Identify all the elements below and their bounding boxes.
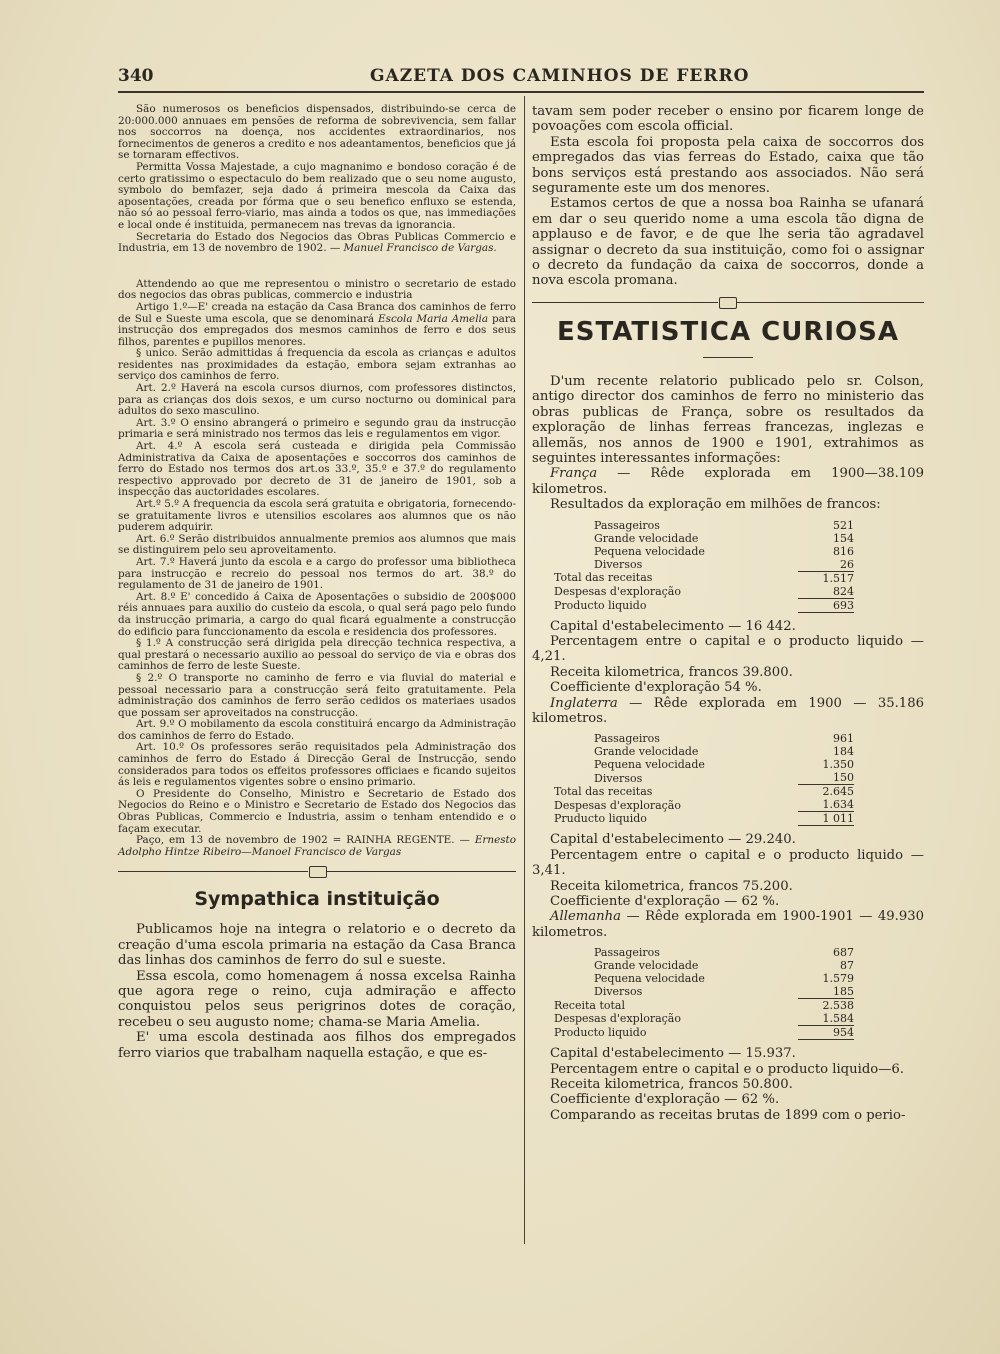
decree-article: Art. 9.º O mobilamento da escola constituirá encargo da Administração dos caminhos de ferro do Estado. (118, 718, 516, 742)
stat-line: Receita kilometrica, francos 50.800. (550, 1077, 793, 1093)
row-value: 1.579 (822, 972, 854, 986)
page-header (118, 66, 924, 90)
decree-article: § 2.º O transporte no caminho de ferro e via fluvial do material e pessoal necessario para a construcção será feito gratuitamente. Pela administração dos caminhos de ferro serão cedidos os materiaes usados que possam ser aproveitados na construcção. (118, 671, 516, 719)
table-row (554, 959, 854, 972)
header-rule (118, 91, 924, 93)
report-signature-paragraph (118, 232, 516, 255)
row-label: Diversos (594, 985, 643, 999)
table-intro: Resultados da exploração em milhões de francos: (550, 497, 881, 513)
article-paragraph: D'um recente relatorio publicado pelo sr. Colson, antigo director dos caminhos de ferro no ministerio das obras publicas de França, sobre os resultados da exploração de linhas ferreas francezas, inglezas e allemãs, nos annos de 1900 e 1901, extrahimos as seguintes interessantes informações: (532, 373, 924, 466)
left-column (118, 104, 516, 1061)
row-value: 185 (833, 985, 854, 999)
stat-line: Receita kilometrica, francos 39.800. (550, 664, 793, 680)
stat-line: Percentagem entre o capital e o producto liquido —4,21. (532, 633, 924, 665)
section-divider-ornament (532, 295, 924, 311)
title-underline (703, 357, 753, 358)
decree-signatures: Ernesto Adolpho Hintze Ribeiro—Manoel Francisco de Vargas (118, 834, 516, 858)
table-row (554, 946, 854, 959)
row-label: Passageiros (594, 518, 660, 532)
row-label: Pruducto liquido (554, 812, 647, 826)
article-text: para instrucção dos empregados dos mesmos caminhos de ferro e dos seus filhos, parentes e pupillos menores. (118, 312, 516, 348)
row-value: 816 (833, 544, 854, 558)
table-row (554, 732, 854, 745)
decree-article: Art. 3.º O ensino abrangerá o primeiro e segundo grau da instrucção primaria e será ministrado nos termos das leis e regulamentos em vigor. (118, 416, 516, 441)
row-label: Grande velocidade (594, 959, 699, 973)
stat-line: Percentagem entre o capital e o producto liquido — 3,41. (532, 847, 924, 879)
table-row (554, 545, 854, 558)
row-value: 1.350 (822, 758, 854, 772)
decree-article: § 1.º A construcção será dirigida pela direcção technica respectiva, a qual prestará o necessario auxilio ao pessoal do serviço de via e obras dos caminhos de ferro de leste Sueste. (118, 637, 516, 673)
network-length: — Rêde explorada em 1900—38.109 kilometros. (532, 466, 924, 497)
table-row (554, 585, 854, 599)
row-value: 1.584 (822, 1012, 854, 1026)
table-row (554, 972, 854, 985)
country-name: França (550, 466, 598, 482)
stat-line: Coefficiente d'exploração 54 %. (550, 680, 762, 696)
article-paragraph: Estamos certos de que a nossa boa Rainha se ufanará em dar o seu querido nome a uma escola tão digna de applauso e de favor, e de que lhe seria tão agradavel assignar o decreto da sua instituição, como foi o assignar o decreto da fundação da caixa de soccorros, donde a nova escola promana. (532, 196, 924, 289)
row-label: Receita total (554, 998, 625, 1012)
table-row (554, 798, 854, 812)
decree-article: § unico. Serão admittidas á frequencia da escola as crianças e adultos residentes nas proximidades da estação, embora sejam extranhas ao serviço dos caminhos de ferro. (118, 347, 516, 383)
decree-article: Art.º 5.º A frequencia da escola será gratuita e obrigatoria, fornecendo-se gratuitamente livros e utensilios escolares aos alumnos que os não puderem adquirir. (118, 498, 516, 534)
row-label: Pequena velocidade (594, 544, 705, 558)
table-row (554, 519, 854, 532)
section-divider-ornament (118, 864, 516, 880)
stat-line: Capital d'estabelecimento — 16 442. (550, 618, 796, 634)
publication-title: GAZETA DOS CAMINHOS DE FERRO (370, 66, 750, 86)
row-label: Grande velocidade (594, 531, 699, 545)
decree-date: Paço, em 13 de novembro de 1902 = RAINHA REGENTE. — (136, 834, 470, 847)
row-label: Passageiros (594, 732, 660, 746)
article-paragraph: Publicamos hoje na integra o relatorio e o decreto da creação d'uma escola primaria na estação da Casa Branca das linhas dos caminhos de ferro do sul e sueste. (118, 922, 516, 969)
table-row (554, 785, 854, 799)
row-value: 693 (798, 598, 854, 612)
row-label: Producto liquido (554, 1026, 647, 1040)
report-signature: Manuel Francisco de Vargas. (343, 242, 497, 255)
country-heading (532, 909, 924, 940)
stat-line: Capital d'estabelecimento — 29.240. (550, 832, 796, 848)
table-row (554, 771, 854, 785)
row-value: 2.645 (798, 785, 854, 799)
row-value: 1 011 (798, 812, 854, 826)
decree-preamble: Attendendo ao que me representou o ministro o secretario de estado dos negocios das obras publicas, commercio e industria (118, 277, 516, 302)
row-label: Total das receitas (554, 785, 653, 799)
table-row (554, 1012, 854, 1026)
row-label: Pequena velocidade (594, 972, 705, 986)
page-number: 340 (118, 66, 154, 86)
ornament-icon (719, 297, 737, 309)
stat-line: Comparando as receitas brutas de 1899 com o perio- (550, 1107, 906, 1123)
row-value: 961 (833, 732, 854, 746)
england-results-table (554, 732, 854, 826)
decree-article: Art. 8.º E' concedido á Caixa de Aposentações o subsidio de 200$000 réis annuaes para auxilio do custeio da escola, o qual será pago pelo fundo da instrucção primaria, a cargo do qual ficará egualmente a construcção do edificio para funccionamento da escola e residencia dos professores. (118, 590, 516, 638)
network-length: — Rêde explorada em 1900-1901 — 49.930 kilometros. (532, 909, 924, 940)
table-row (554, 985, 854, 999)
table-row (554, 745, 854, 758)
stat-line: Coefficiente d'exploração — 62 %. (550, 894, 780, 909)
article-text: Artigo 1.º—E' creada na estação da Casa Branca dos caminhos de ferro de Sul e Sueste uma escola, que se denominará (118, 300, 516, 325)
row-value: 150 (833, 771, 854, 785)
right-column (532, 104, 924, 1123)
table-row (554, 598, 854, 612)
decree-article (118, 302, 516, 348)
decree-signature-paragraph (118, 835, 516, 858)
ornament-icon (309, 866, 327, 878)
report-paragraph: Permitta Vossa Majestade, a cujo magnanimo e bondoso coração é de certo gratissimo o espectaculo do bem realizado que o seu nome augusto, symbolo do bemfazer, seja dado á primeira mescola da Caixa das aposentações, creada por fórma que o seu benefico enfluxo se estenda, não só ao pessoal ferro-viario, mas ainda a todos os que, nas immediações e local onde é instituida, permanecem nas trevas da ignorancia. (118, 160, 516, 231)
stat-line: Receita kilometrica, francos 75.200. (550, 878, 793, 894)
article-paragraph: Essa escola, como homenagem á nossa excelsa Rainha que agora rege o reino, cuja admiração e affecto conquistou pelos seus perigrinos dotes de coração, recebeu o seu augusto nome; chama-se Maria Amelia. (118, 968, 516, 1030)
row-label: Despesas d'exploração (554, 584, 681, 598)
country-heading (532, 466, 924, 497)
germany-results-table (554, 946, 854, 1040)
row-value: 26 (840, 557, 854, 571)
row-label: Despesas d'exploração (554, 1012, 681, 1026)
row-value: 954 (798, 1026, 854, 1040)
section-title: Sympathica instituição (194, 888, 440, 911)
row-value: 687 (833, 946, 854, 960)
section-title: ESTATISTICA CURIOSA (557, 316, 899, 347)
row-value: 1.634 (822, 798, 854, 812)
row-label: Total das receitas (554, 571, 653, 585)
stat-line: Percentagem entre o capital e o producto liquido—6. (550, 1061, 904, 1077)
column-divider (524, 96, 525, 1244)
row-value: 154 (833, 531, 854, 545)
table-row (554, 758, 854, 771)
article-paragraph: Esta escola foi proposta pela caixa de soccorros dos empregados das vias ferreas do Estado, caixa que tão bons serviços está prestando aos associados. Não será seguramente este um dos menores. (532, 134, 924, 197)
decree-article: Art. 4.º A escola será custeada e dirigida pela Commissão Administrativa da Caixa de aposentações e soccorros dos caminhos de ferro do Estado nos termos dos art.os 33.º, 35.º e 37.º do regulamento respectivo approvado por decreto de 31 de janeiro de 1901, sob a inspecção das auctoridades escolares. (118, 440, 516, 499)
decree-article: Art. 2.º Haverá na escola cursos diurnos, com professores distinctos, para as crianças dos dois sexos, e um curso nocturno ou dominical para adultos do sexo masculino. (118, 382, 516, 418)
row-value: 87 (840, 959, 854, 973)
decree-article: Art. 6.º Serão distribuidos annualmente premios aos alumnos que mais se distinguirem pelo seu aproveitamento. (118, 532, 516, 557)
stat-line: Capital d'estabelecimento — 15.937. (550, 1046, 796, 1062)
row-label: Pequena velocidade (594, 758, 705, 772)
table-row (554, 812, 854, 826)
row-label: Diversos (594, 557, 643, 571)
france-results-table (554, 519, 854, 613)
decree-article: Art. 10.º Os professores serão requisitados pela Administração dos caminhos de ferro do Estado á Direcção Geral de Instrucção, sendo considerados para todos os effeitos professores officiaes e ficando sujeitos ás leis e regulamentos vigentes sobre o ensino primario. (118, 741, 516, 789)
spacer (118, 255, 516, 279)
decree-closing: O Presidente do Conselho, Ministro e Secretario de Estado dos Negocios do Reino e o Ministro e Secretario de Estado dos Negocios das Obras Publicas, Commercio e Industria, assim o tenham entendido e o façam executar. (118, 787, 516, 835)
row-value: 521 (833, 518, 854, 532)
table-row (554, 999, 854, 1013)
country-name: Inglaterra (550, 695, 618, 711)
row-label: Producto liquido (554, 598, 647, 612)
row-label: Grande velocidade (594, 745, 699, 759)
row-label: Passageiros (594, 946, 660, 960)
row-label: Diversos (594, 771, 643, 785)
stat-line: Coefficiente d'exploração — 62 %. (550, 1092, 780, 1108)
row-label: Despesas d'exploração (554, 798, 681, 812)
table-row (554, 571, 854, 585)
report-paragraph: São numerosos os beneficios dispensados, distribuindo-se cerca de 20:000.000 annuaes em pensões de reforma de sobrevivencia, sem fallar nos soccorros na doença, nos accidentes extraordinarios, nos fornecimentos de generos a credito e nos adeantamentos, beneficios que já se tornaram effectivos. (118, 103, 516, 162)
country-heading (532, 696, 924, 727)
network-length: — Rêde explorada em 1900 — 35.186 kilometros. (532, 695, 924, 726)
school-name: Escola Maria Amelia (378, 312, 489, 325)
article-paragraph: tavam sem poder receber o ensino por ficarem longe de povoações com escola official. (532, 104, 924, 135)
decree-article: Art. 7.º Haverá junto da escola e a cargo do professor uma bibliotheca para instrucção e recreio do pessoal nos termos do art. 38.º do regulamento de 31 de janeiro de 1901. (118, 555, 516, 592)
row-value: 824 (833, 584, 854, 598)
row-value: 1.517 (798, 571, 854, 585)
report-closing: Secretaria do Estado dos Negocios das Obras Publicas Commercio e Industria, em 13 de novembro de 1902. — (118, 230, 516, 255)
table-row (554, 532, 854, 545)
article-paragraph: E' uma escola destinada aos filhos dos empregados ferro viarios que trabalham naquella estação, e que es- (118, 1030, 516, 1061)
table-row (554, 1026, 854, 1040)
row-value: 184 (833, 745, 854, 759)
table-row (554, 558, 854, 572)
row-value: 2.538 (798, 999, 854, 1013)
country-name: Allemanha (550, 909, 621, 925)
